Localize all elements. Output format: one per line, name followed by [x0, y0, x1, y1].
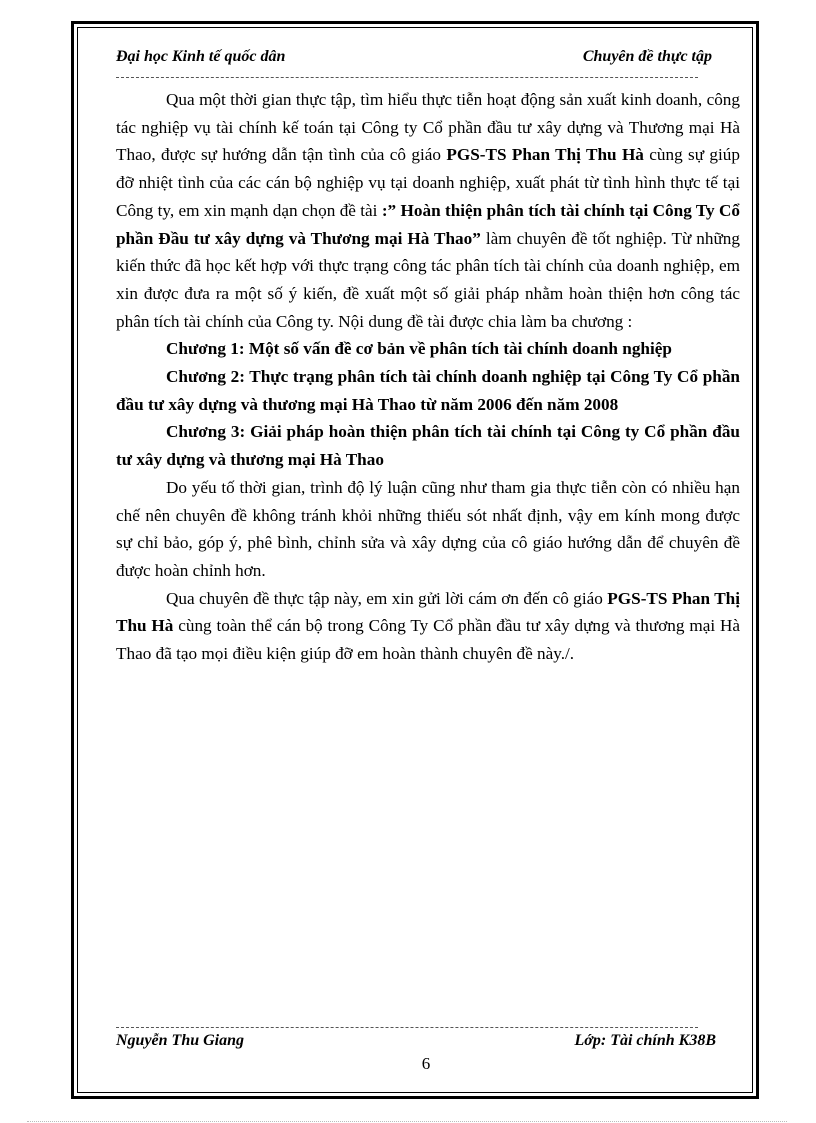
header-divider [116, 77, 698, 78]
intro-paragraph [116, 86, 740, 335]
intro-text-2: cùng sự giúp đỡ nhiệt tình của các cán bộ nghiệp vụ tại doanh nghiệp, xuất phát từ tình hình thực tế tại Công ty, em xin mạnh dạn chọn đề tài [116, 145, 740, 220]
header-university: Đại học Kinh tế quốc dân [116, 48, 286, 65]
thanks-text-2: cùng toàn thể cán bộ trong Công Ty Cổ phần đầu tư xây dựng và thương mại Hà Thao đã tạo mọi điều kiện giúp đỡ em hoàn thành chuyên đề này./. [116, 616, 740, 664]
footer-class: Lớp: Tài chính K38B [574, 1032, 716, 1049]
header-report-type: Chuyên đề thực tập [582, 48, 712, 65]
supervisor-name: PGS-TS Phan Thị Thu Hà [446, 145, 644, 165]
chapter-1: Chương 1: Một số vấn đề cơ bản về phân tích tài chính doanh nghiệp [166, 339, 672, 359]
chapter-2: Chương 2: Thực trạng phân tích tài chính doanh nghiệp tại Công Ty Cổ phần đầu tư xây dựng và thương mại Hà Thao từ năm 2006 đến năm 2008 [116, 367, 740, 414]
footer-divider [116, 1027, 698, 1028]
page-header [116, 48, 712, 72]
thanks-paragraph [116, 585, 740, 668]
supervisor-name-thanks: PGS-TS Phan Thị Thu Hà [116, 588, 740, 636]
page-number: 6 [421, 1054, 431, 1073]
page-footer [116, 1032, 716, 1056]
intro-text-1: Qua một thời gian thực tập, tìm hiểu thực tiễn hoạt động sản xuất kinh doanh, công tác nghiệp vụ tài chính kế toán tại Công ty Cổ phần đầu tư xây dựng và Thương mại Hà Thao, được sự hướng dẫn tận tình của cô giáo [116, 90, 740, 165]
chapter-3: Chương 3: Giải pháp hoàn thiện phân tích tài chính tại Công ty Cổ phần đầu tư xây dựng và thương mại Hà Thao [116, 422, 740, 470]
thesis-title: :” Hoàn thiện phân tích tài chính tại Công Ty Cổ phần Đầu tư xây dựng và Thương mại Hà Thao” [116, 200, 740, 248]
intro-text-3: làm chuyên đề tốt nghiệp. Từ những kiến thức đã học kết hợp với thực trạng công tác phân tích tài chính của doanh nghiệp, em xin được đưa ra một số ý kiến, đề xuất một số giải pháp nhằm hoàn thiện hơn công tác phân tích tài chính của Công ty. Nội dung đề tài được chia làm ba chương : [116, 228, 740, 331]
document-body [116, 86, 740, 668]
page-edge-dots [27, 1121, 787, 1122]
footer-author: Nguyễn Thu Giang [116, 1032, 245, 1049]
thanks-text-1: Qua chuyên đề thực tập này, em xin gửi lời cám ơn đến cô giáo [166, 588, 608, 608]
limitations-paragraph: Do yếu tố thời gian, trình độ lý luận cũng như tham gia thực tiễn còn có nhiều hạn chế nên chuyên đề không tránh khỏi những thiếu sót nhất định, vậy em kính mong được sự chỉ bảo, góp ý, phê bình, chỉnh sửa và xây dựng của cô giáo hướng dẫn để chuyên đề được hoàn chỉnh hơn. [116, 477, 740, 580]
